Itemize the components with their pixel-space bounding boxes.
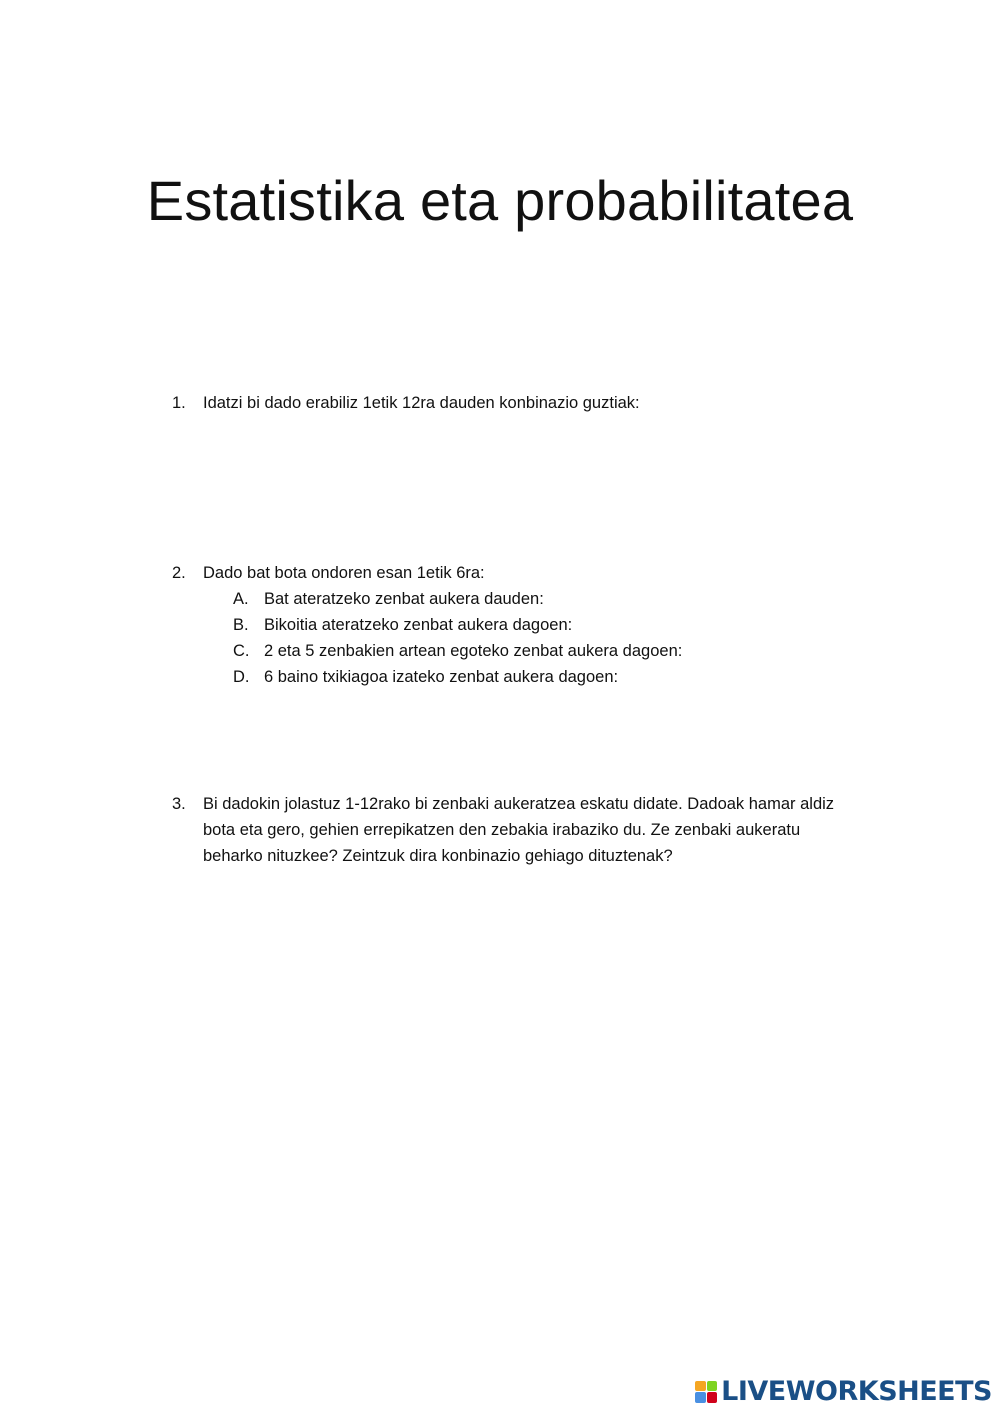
question-number: 1. bbox=[172, 394, 186, 412]
watermark-text: LIVEWORKSHEETS bbox=[721, 1376, 992, 1407]
logo-tile bbox=[695, 1392, 706, 1403]
logo-tile bbox=[695, 1381, 706, 1392]
sub-question-a bbox=[172, 586, 862, 612]
liveworksheets-logo-icon bbox=[695, 1381, 717, 1403]
logo-tile bbox=[707, 1392, 718, 1403]
sub-question-text: Bikoitia ateratzeko zenbat aukera dagoen: bbox=[264, 616, 573, 634]
question-1 bbox=[172, 390, 862, 416]
sub-question-c bbox=[172, 638, 862, 664]
question-text: Dado bat bota ondoren esan 1etik 6ra: bbox=[203, 564, 485, 582]
sub-question-b bbox=[172, 612, 862, 638]
page-title: Estatistika eta probabilitatea bbox=[146, 169, 854, 232]
question-number: 3. bbox=[172, 795, 186, 813]
question-text: Idatzi bi dado erabiliz 1etik 12ra dauden konbinazio guztiak: bbox=[203, 394, 640, 412]
question-number: 2. bbox=[172, 564, 186, 582]
sub-question-text: 2 eta 5 zenbakien artean egoteko zenbat aukera dagoen: bbox=[264, 642, 683, 660]
question-3 bbox=[172, 791, 862, 869]
sub-question-letter: A. bbox=[233, 590, 249, 608]
sub-question-letter: D. bbox=[233, 668, 250, 686]
sub-question-letter: B. bbox=[233, 616, 249, 634]
sub-question-text: Bat ateratzeko zenbat aukera dauden: bbox=[264, 590, 544, 608]
sub-question-text: 6 baino txikiagoa izateko zenbat aukera dagoen: bbox=[264, 668, 619, 686]
sub-question-list bbox=[172, 586, 862, 690]
question-text: Bi dadokin jolastuz 1-12rako bi zenbaki aukeratzea eskatu didate. Dadoak hamar aldiz bota eta gero, gehien errepikatzen den zebakia irabaziko du. Ze zenbaki aukeratu beharko nituzkee? Zeintzuk dira konbinazio gehiago dituztenak? bbox=[203, 795, 835, 865]
logo-tile bbox=[707, 1381, 718, 1392]
question-2 bbox=[172, 560, 862, 690]
liveworksheets-watermark bbox=[695, 1376, 992, 1407]
sub-question-d bbox=[172, 664, 862, 690]
sub-question-letter: C. bbox=[233, 642, 250, 660]
